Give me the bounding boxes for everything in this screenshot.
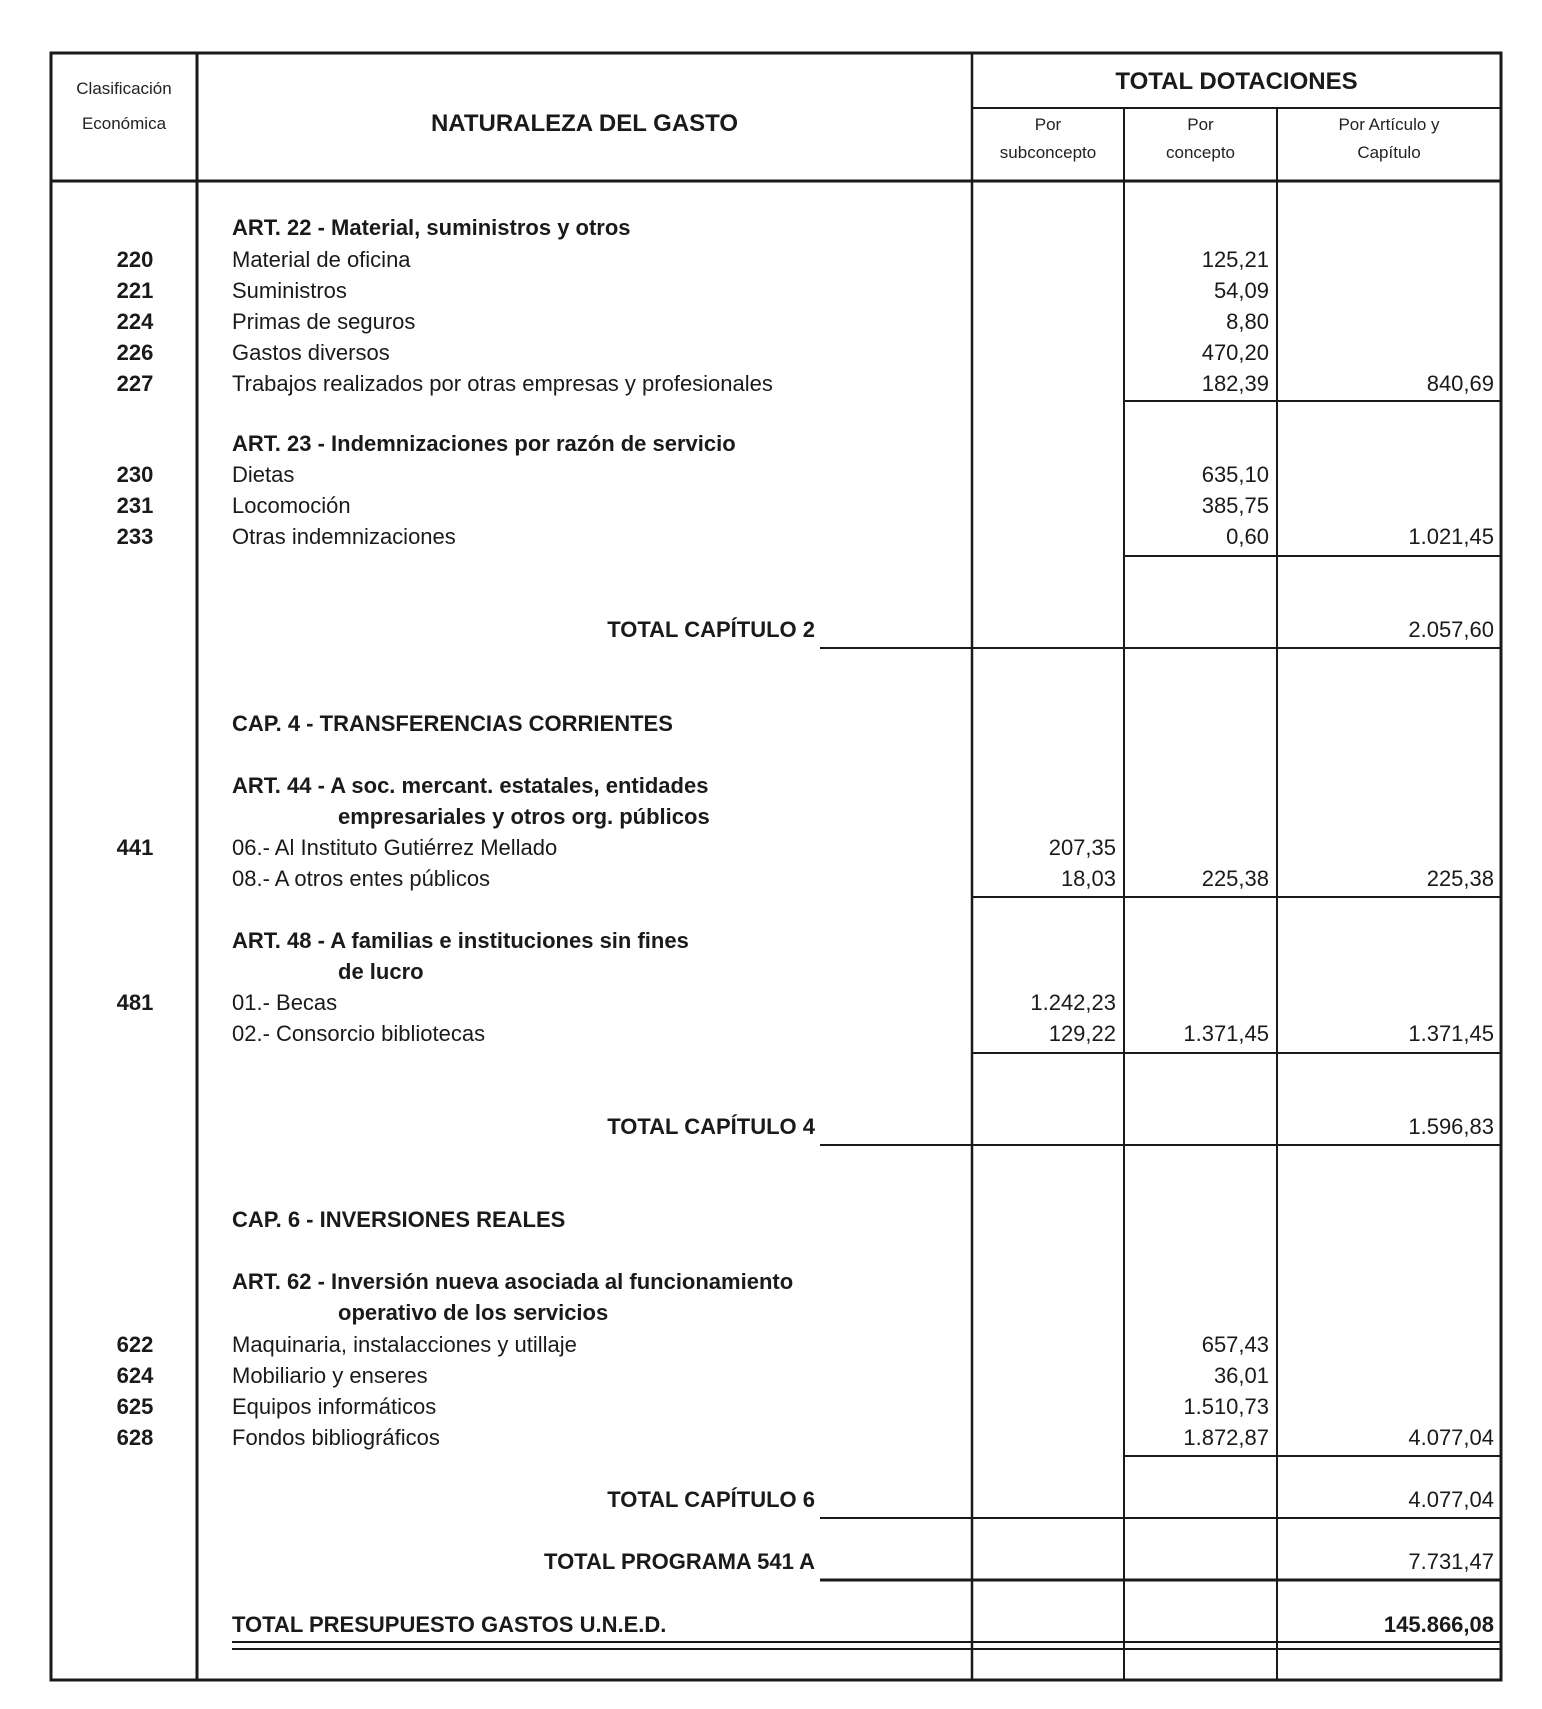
header-naturaleza: NATURALEZA DEL GASTO — [430, 110, 739, 137]
value-articulo: 1.021,45 — [1408, 524, 1494, 549]
value-concepto: 36,01 — [1213, 1363, 1269, 1388]
row-heading: ART. 22 - Material, suministros y otros — [232, 215, 631, 240]
header-subconcepto-line1: Por — [1034, 115, 1062, 134]
value-articulo: 1.596,83 — [1408, 1114, 1494, 1139]
value-subconcepto: 207,35 — [1048, 835, 1116, 860]
value-articulo: 145.866,08 — [1383, 1612, 1494, 1637]
row-heading: TOTAL PROGRAMA 541 A — [544, 1549, 815, 1574]
value-concepto: 125,21 — [1201, 247, 1269, 272]
row-description: Otras indemnizaciones — [232, 524, 456, 549]
value-concepto: 8,80 — [1226, 309, 1269, 334]
header-articulo-line1: Por Artículo y — [1338, 115, 1440, 134]
value-articulo: 7.731,47 — [1408, 1549, 1494, 1574]
row-heading: TOTAL CAPÍTULO 2 — [607, 617, 815, 642]
value-concepto: 470,20 — [1201, 340, 1269, 365]
value-articulo: 2.057,60 — [1408, 617, 1494, 642]
row-heading: de lucro — [338, 959, 424, 984]
row-description: Suministros — [232, 278, 347, 303]
row-code: 441 — [116, 835, 154, 860]
row-heading: TOTAL PRESUPUESTO GASTOS U.N.E.D. — [232, 1612, 667, 1637]
row-description: Equipos informáticos — [232, 1394, 437, 1419]
value-concepto: 182,39 — [1201, 371, 1269, 396]
row-description: 01.- Becas — [232, 990, 338, 1015]
value-articulo: 4.077,04 — [1408, 1487, 1494, 1512]
row-heading: empresariales y otros org. públicos — [338, 804, 710, 829]
row-code: 233 — [116, 524, 154, 549]
row-description: Dietas — [232, 462, 295, 487]
row-heading: ART. 44 - A soc. mercant. estatales, entidades — [232, 773, 709, 798]
value-concepto: 1.872,87 — [1183, 1425, 1269, 1450]
row-heading: CAP. 6 - INVERSIONES REALES — [232, 1207, 566, 1232]
header-concepto-line2: concepto — [1166, 143, 1235, 162]
row-description: Trabajos realizados por otras empresas y profesionales — [232, 371, 773, 396]
row-description: Fondos bibliográficos — [232, 1425, 440, 1450]
row-code: 221 — [116, 278, 154, 303]
value-articulo: 4.077,04 — [1408, 1425, 1494, 1450]
value-subconcepto: 129,22 — [1048, 1021, 1116, 1046]
value-concepto: 635,10 — [1201, 462, 1269, 487]
row-code: 226 — [116, 340, 154, 365]
header-concepto-line1: Por — [1187, 115, 1214, 134]
row-heading: ART. 62 - Inversión nueva asociada al funcionamiento — [232, 1269, 794, 1294]
header-clasificacion-line2: Económica — [81, 114, 167, 133]
row-description: Mobiliario y enseres — [232, 1363, 428, 1388]
row-code: 231 — [116, 493, 154, 518]
row-code: 624 — [116, 1363, 154, 1388]
value-concepto: 0,60 — [1226, 524, 1269, 549]
header-articulo-line2: Capítulo — [1357, 143, 1421, 162]
row-code: 230 — [116, 462, 154, 487]
row-description: Gastos diversos — [232, 340, 390, 365]
value-concepto: 225,38 — [1201, 866, 1269, 891]
value-concepto: 1.510,73 — [1183, 1394, 1269, 1419]
header-clasificacion-line1: Clasificación — [76, 79, 172, 98]
header-subconcepto-line2: subconcepto — [999, 143, 1097, 162]
row-description: Primas de seguros — [232, 309, 416, 334]
row-heading: ART. 48 - A familias e instituciones sin fines — [232, 928, 689, 953]
row-heading: TOTAL CAPÍTULO 4 — [607, 1114, 815, 1139]
header-total-dotaciones: TOTAL DOTACIONES — [1115, 68, 1358, 95]
row-description: Locomoción — [232, 493, 351, 518]
row-description: 08.- A otros entes públicos — [232, 866, 491, 891]
row-code: 622 — [116, 1332, 154, 1357]
row-description: Material de oficina — [232, 247, 411, 272]
row-code: 227 — [116, 371, 154, 396]
value-concepto: 1.371,45 — [1183, 1021, 1269, 1046]
value-articulo: 225,38 — [1426, 866, 1494, 891]
row-description: 06.- Al Instituto Gutiérrez Mellado — [232, 835, 558, 860]
value-articulo: 1.371,45 — [1408, 1021, 1494, 1046]
row-description: 02.- Consorcio bibliotecas — [232, 1021, 486, 1046]
value-concepto: 54,09 — [1213, 278, 1269, 303]
row-code: 481 — [116, 990, 154, 1015]
value-concepto: 385,75 — [1201, 493, 1269, 518]
row-code: 625 — [116, 1394, 154, 1419]
row-heading: CAP. 4 - TRANSFERENCIAS CORRIENTES — [232, 711, 673, 736]
row-heading: operativo de los servicios — [338, 1300, 609, 1325]
value-concepto: 657,43 — [1201, 1332, 1269, 1357]
row-code: 628 — [116, 1425, 154, 1450]
row-heading: TOTAL CAPÍTULO 6 — [607, 1487, 815, 1512]
row-description: Maquinaria, instalacciones y utillaje — [232, 1332, 577, 1357]
value-subconcepto: 1.242,23 — [1030, 990, 1116, 1015]
row-heading: ART. 23 - Indemnizaciones por razón de servicio — [232, 431, 736, 456]
value-subconcepto: 18,03 — [1060, 866, 1116, 891]
value-articulo: 840,69 — [1426, 371, 1494, 396]
row-code: 224 — [116, 309, 154, 334]
row-code: 220 — [116, 247, 154, 272]
